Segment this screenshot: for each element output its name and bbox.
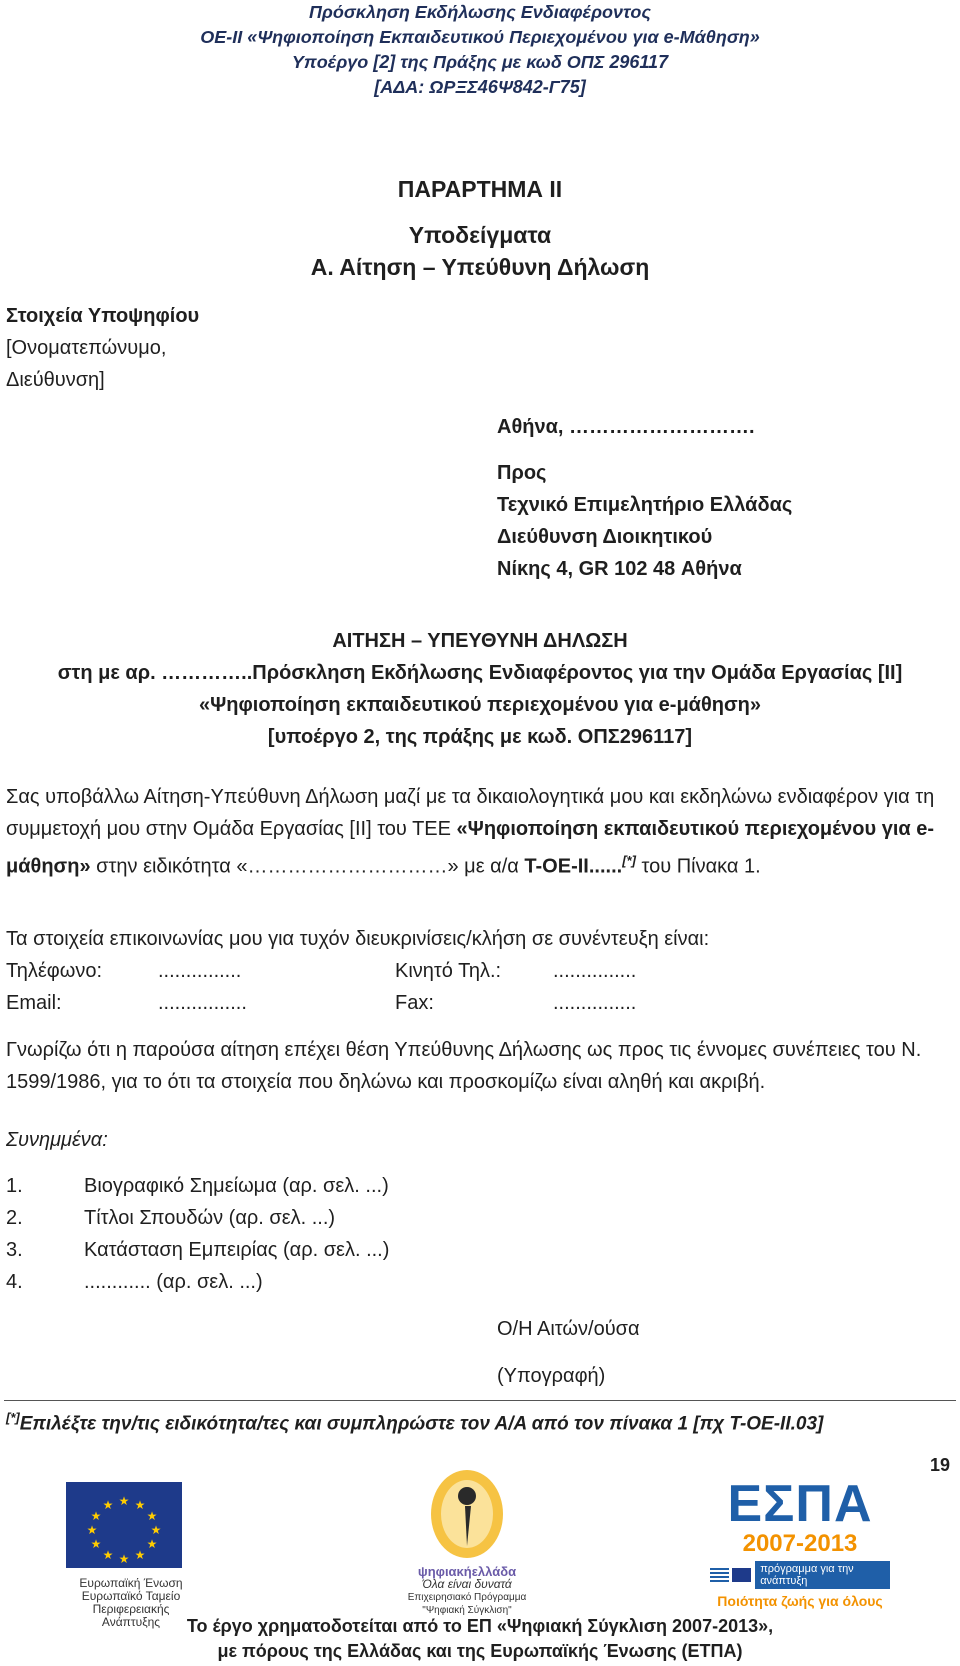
greek-flag-icon xyxy=(710,1568,729,1582)
footnote-mark: [*] xyxy=(6,1410,20,1425)
svg-text:★: ★ xyxy=(150,1523,162,1537)
list-item: 4. ............ (αρ. σελ. ...) xyxy=(6,1271,263,1293)
svg-text:★: ★ xyxy=(102,1498,114,1512)
application-paragraph xyxy=(6,781,956,883)
footnote-text: Επιλέξτε την/τις ειδικότητα/τες και συμπληρώστε τον Α/Α από τον πίνακα 1 [πχ Τ-ΟΕ-ΙΙ.03] xyxy=(19,1413,824,1435)
svg-text:★: ★ xyxy=(90,1537,102,1551)
signature-label: (Υπογραφή) xyxy=(497,1365,606,1387)
fax-label: Fax: xyxy=(395,992,434,1014)
svg-text:★: ★ xyxy=(90,1509,102,1523)
digital-greece-emblem-icon xyxy=(427,1468,507,1565)
page-number: 19 xyxy=(930,1455,951,1475)
mobile-label: Κινητό Τηλ.: xyxy=(395,960,502,982)
footnote xyxy=(6,1410,823,1435)
recipient-dept: Διεύθυνση Διοικητικού xyxy=(497,526,713,548)
section-title: Α. Αίτηση – Υπεύθυνη Δήλωση xyxy=(310,254,650,280)
header-line-3: Υποέργο [2] της Πράξης με κωδ ΟΠΣ 296117 xyxy=(291,52,669,72)
eu-logo-line-2: Ευρωπαϊκό Ταμείο xyxy=(81,1589,181,1603)
candidate-block xyxy=(6,300,199,396)
header-line-2: ΟΕ-ΙΙ «Ψηφιοποίηση Εκπαιδευτικού Περιεχομένου για e-Μάθηση» xyxy=(200,27,760,47)
attachments-list xyxy=(6,1170,389,1298)
espa-program-row xyxy=(710,1561,890,1589)
eu-logo-line-3: Περιφερειακής Ανάπτυξης xyxy=(92,1602,170,1629)
digital-logo-line-4: "Ψηφιακή Σύγκλιση" xyxy=(422,1605,512,1616)
digital-logo-line-3: Επιχειρησιακό Πρόγραμμα xyxy=(407,1592,527,1603)
paragraph-text-c: στην ειδικότητα «…………………………» με α/α xyxy=(90,855,525,878)
svg-text:★: ★ xyxy=(102,1548,114,1562)
svg-text:★: ★ xyxy=(118,1494,130,1508)
funding-line-2: με πόρους της Ελλάδας και της Ευρωπαϊκής Ένωσης (ΕΤΠΑ) xyxy=(217,1641,743,1661)
subject-block xyxy=(0,625,960,753)
espa-logo xyxy=(710,1475,890,1609)
espa-years: 2007-2013 xyxy=(742,1530,858,1557)
svg-text:★: ★ xyxy=(86,1523,98,1537)
funding-footer xyxy=(0,1614,960,1664)
email-label: Email: xyxy=(6,992,62,1014)
digital-logo-line-1: ψηφιακήελλάδα xyxy=(417,1564,517,1579)
espa-program: πρόγραμμα για την ανάπτυξη xyxy=(755,1561,890,1589)
date-line: Αθήνα, ………………………. xyxy=(497,416,755,438)
svg-text:★: ★ xyxy=(134,1498,146,1512)
candidate-label: Στοιχεία Υποψηφίου xyxy=(6,305,200,327)
funding-line-1: Το έργο χρηματοδοτείται από το ΕΠ «Ψηφιακή Σύγκλιση 2007-2013», xyxy=(186,1616,774,1636)
subject-line-3: «Ψηφιοποίηση εκπαιδευτικού περιεχομένου για e-μάθηση» xyxy=(198,694,762,716)
phone-label: Τηλέφωνο: xyxy=(6,960,103,982)
paragraph-text-a: Σας υποβάλλω Αίτηση-Υπεύθυνη Δήλωση μαζί με τα δικαιολογητικά μου και εκδηλώνω ενδιαφέρον για τη συμμετοχή μου στην Ομάδα Εργασίας [ΙΙ] του ΤΕΕ xyxy=(6,786,935,840)
svg-text:★: ★ xyxy=(118,1552,130,1566)
list-item: 1. Βιογραφικό Σημείωμα (αρ. σελ. ...) xyxy=(6,1175,389,1197)
eu-mini-flag-icon xyxy=(732,1568,751,1582)
applicant-label: Ο/Η Αιτών/ούσα xyxy=(497,1318,640,1340)
contact-intro: Τα στοιχεία επικοινωνίας μου για τυχόν διευκρινίσεις/κλήση σε συνέντευξη είναι: xyxy=(6,928,710,950)
footnote-divider xyxy=(4,1400,956,1401)
paragraph-text-e: του Πίνακα 1. xyxy=(635,855,761,878)
phone-value: ............... xyxy=(158,960,242,982)
mobile-value: ............... xyxy=(553,960,637,982)
recipient-to: Προς xyxy=(497,462,547,484)
samples-title: Υποδείγματα xyxy=(408,222,552,248)
espa-name: ΕΣΠΑ xyxy=(727,1475,873,1533)
svg-text:★: ★ xyxy=(146,1537,158,1551)
paragraph-footnote-mark: [*] xyxy=(622,853,636,868)
recipient-block xyxy=(497,457,792,585)
recipient-org: Τεχνικό Επιμελητήριο Ελλάδας xyxy=(497,494,793,516)
eu-flag-icon xyxy=(66,1482,196,1573)
paragraph-project-title: «Ψηφιοποίηση εκπαιδευτικού περιεχομένου για e-μάθηση» xyxy=(6,818,935,878)
digital-logo-line-2: Όλα είναι δυνατά xyxy=(422,1577,512,1591)
espa-slogan: Ποιότητα ζωής για όλους xyxy=(717,1593,883,1609)
subject-line-2: στη με αρ. …………..Πρόσκληση Εκδήλωσης Ενδιαφέροντος για την Ομάδα Εργασίας [ΙΙ] xyxy=(57,662,903,684)
header-line-4: [ΑΔΑ: ΩΡΞΣ46Ψ842-Γ75] xyxy=(374,77,586,97)
email-value: ................ xyxy=(158,992,247,1014)
declaration-paragraph: Γνωρίζω ότι η παρούσα αίτηση επέχει θέση Υπεύθυνης Δήλωσης ως προς τις έννομες συνέπειες του Ν. 1599/1986, για το ότι τα στοιχεία που δηλώνω και προσκομίζω είναι αληθή και ακριβή. xyxy=(6,1039,922,1093)
svg-text:★: ★ xyxy=(146,1509,158,1523)
list-item: 3. Κατάσταση Εμπειρίας (αρ. σελ. ...) xyxy=(6,1239,390,1261)
candidate-line-3: Διεύθυνση] xyxy=(6,369,105,391)
fax-value: ............... xyxy=(553,992,637,1014)
document-header xyxy=(0,0,960,100)
eu-logo xyxy=(66,1482,196,1629)
subject-line-4: [υποέργο 2, της πράξης με κωδ. ΟΠΣ296117] xyxy=(267,726,693,748)
annex-title: ΠΑΡΑΡΤΗΜΑ ΙΙ xyxy=(397,176,563,202)
digital-greece-logo xyxy=(402,1468,532,1617)
svg-text:★: ★ xyxy=(134,1548,146,1562)
recipient-address: Νίκης 4, GR 102 48 Αθήνα xyxy=(497,558,742,580)
list-item: 2. Τίτλοι Σπουδών (αρ. σελ. ...) xyxy=(6,1207,336,1229)
candidate-line-2: [Ονοματεπώνυμο, xyxy=(6,337,167,359)
header-line-1: Πρόσκληση Εκδήλωσης Ενδιαφέροντος xyxy=(309,2,651,22)
attachments-title: Συνημμένα: xyxy=(6,1129,108,1151)
paragraph-code: Τ-ΟΕ-ΙΙ...... xyxy=(524,855,623,878)
subject-line-1: ΑΙΤΗΣΗ – ΥΠΕΥΘΥΝΗ ΔΗΛΩΣΗ xyxy=(332,630,628,652)
eu-logo-line-1: Ευρωπαϊκή Ένωση xyxy=(79,1576,183,1590)
